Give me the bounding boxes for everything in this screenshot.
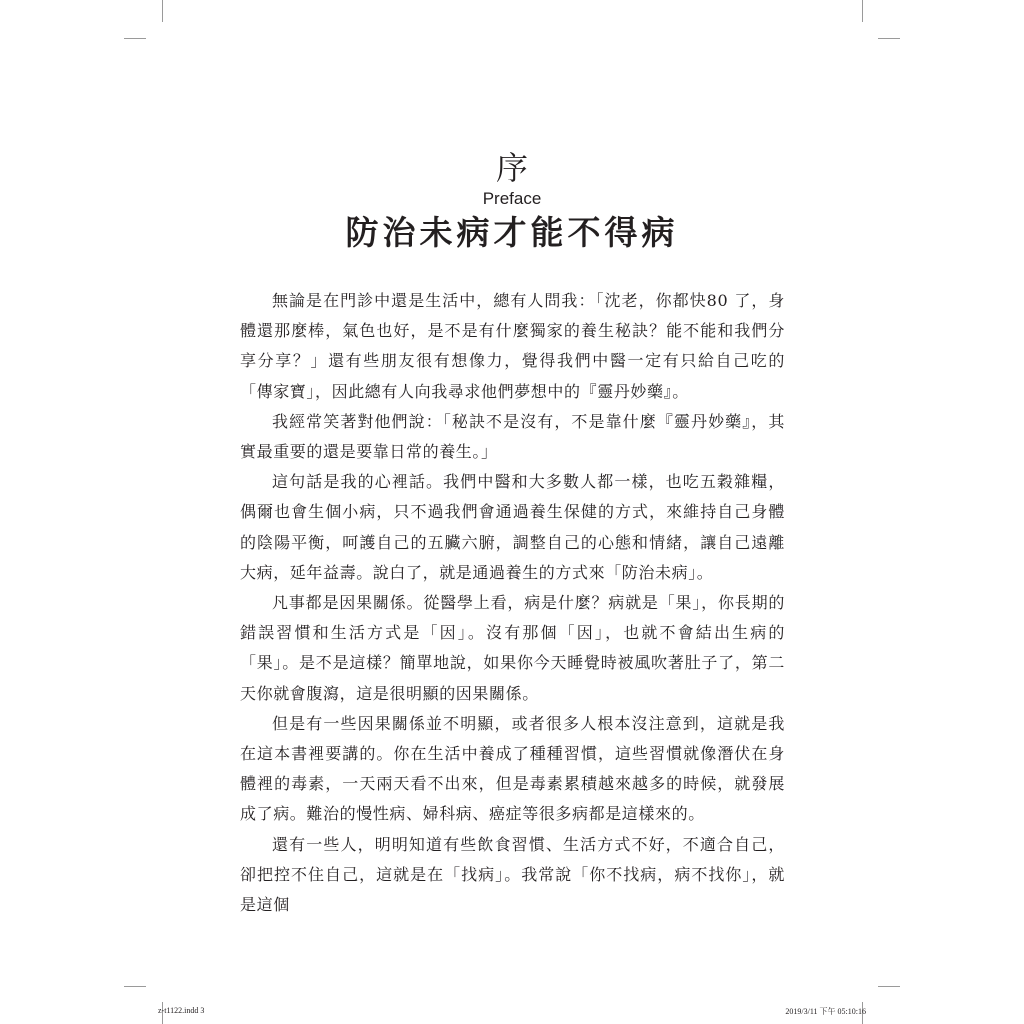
paragraph: 無論是在門診中還是生活中，總有人問我：「沈老，你都快80 了，身體還那麼棒，氣色也好，是不是有什麼獨家的養生秘訣？能不能和我們分享分享？」還有些朋友很有想像力，覺得我們中醫一定有只給自己吃的「傳家寶」，因此總有人向我尋求他們夢想中的『靈丹妙藥』。 (240, 291, 785, 401)
body-text (240, 286, 785, 920)
chapter-label-english: Preface (482, 189, 542, 208)
paragraph: 凡事都是因果關係。從醫學上看，病是什麼？病就是「果」，你長期的錯誤習慣和生活方式是「因」。沒有那個「因」，也就不會結出生病的「果」。是不是這樣？簡單地說，如果你今天睡覺時被風吹著肚子了，第二天你就會腹瀉，這是很明顯的因果關係。 (240, 593, 785, 703)
crop-mark-left-top (124, 38, 146, 39)
chapter-title: 防治未病才能不得病 (345, 213, 679, 252)
paragraph: 這句話是我的心裡話。我們中醫和大多數人都一樣，也吃五穀雜糧，偶爾也會生個小病，只不過我們會通過養生保健的方式，來維持自己身體的陰陽平衡，呵護自己的五臟六腑，調整自己的心態和情緒，讓自己遠離大病，延年益壽。說白了，就是通過養生的方式來「防治未病」。 (240, 472, 785, 582)
crop-mark-right-top (878, 38, 900, 39)
footer-timestamp: 2019/3/11 下午 05:10:16 (785, 1007, 866, 1016)
chapter-label: 序 (495, 149, 528, 187)
crop-mark-right-bottom (878, 986, 900, 987)
crop-mark-top-right (862, 0, 863, 22)
paragraph: 還有一些人，明明知道有些飲食習慣、生活方式不好，不適合自己，卻把控不住自己，這就是在「找病」。我常說「你不找病，病不找你」，就是這個 (240, 834, 785, 915)
paragraph: 我經常笑著對他們說：「秘訣不是沒有，不是靠什麼『靈丹妙藥』，其實最重要的還是要靠日常的養生。」 (240, 411, 785, 462)
footer-filename: z-t1122.indd 3 (158, 1006, 205, 1015)
crop-mark-left-bottom (124, 986, 146, 987)
crop-mark-top-left (162, 0, 163, 22)
paragraph: 但是有一些因果關係並不明顯，或者很多人根本沒注意到，這就是我在這本書裡要講的。你在生活中養成了種種習慣，這些習慣就像潛伏在身體裡的毒素，一天兩天看不出來，但是毒素累積越來越多的時候，就發展成了病。難治的慢性病、婦科病、癌症等很多病都是這樣來的。 (240, 713, 785, 824)
